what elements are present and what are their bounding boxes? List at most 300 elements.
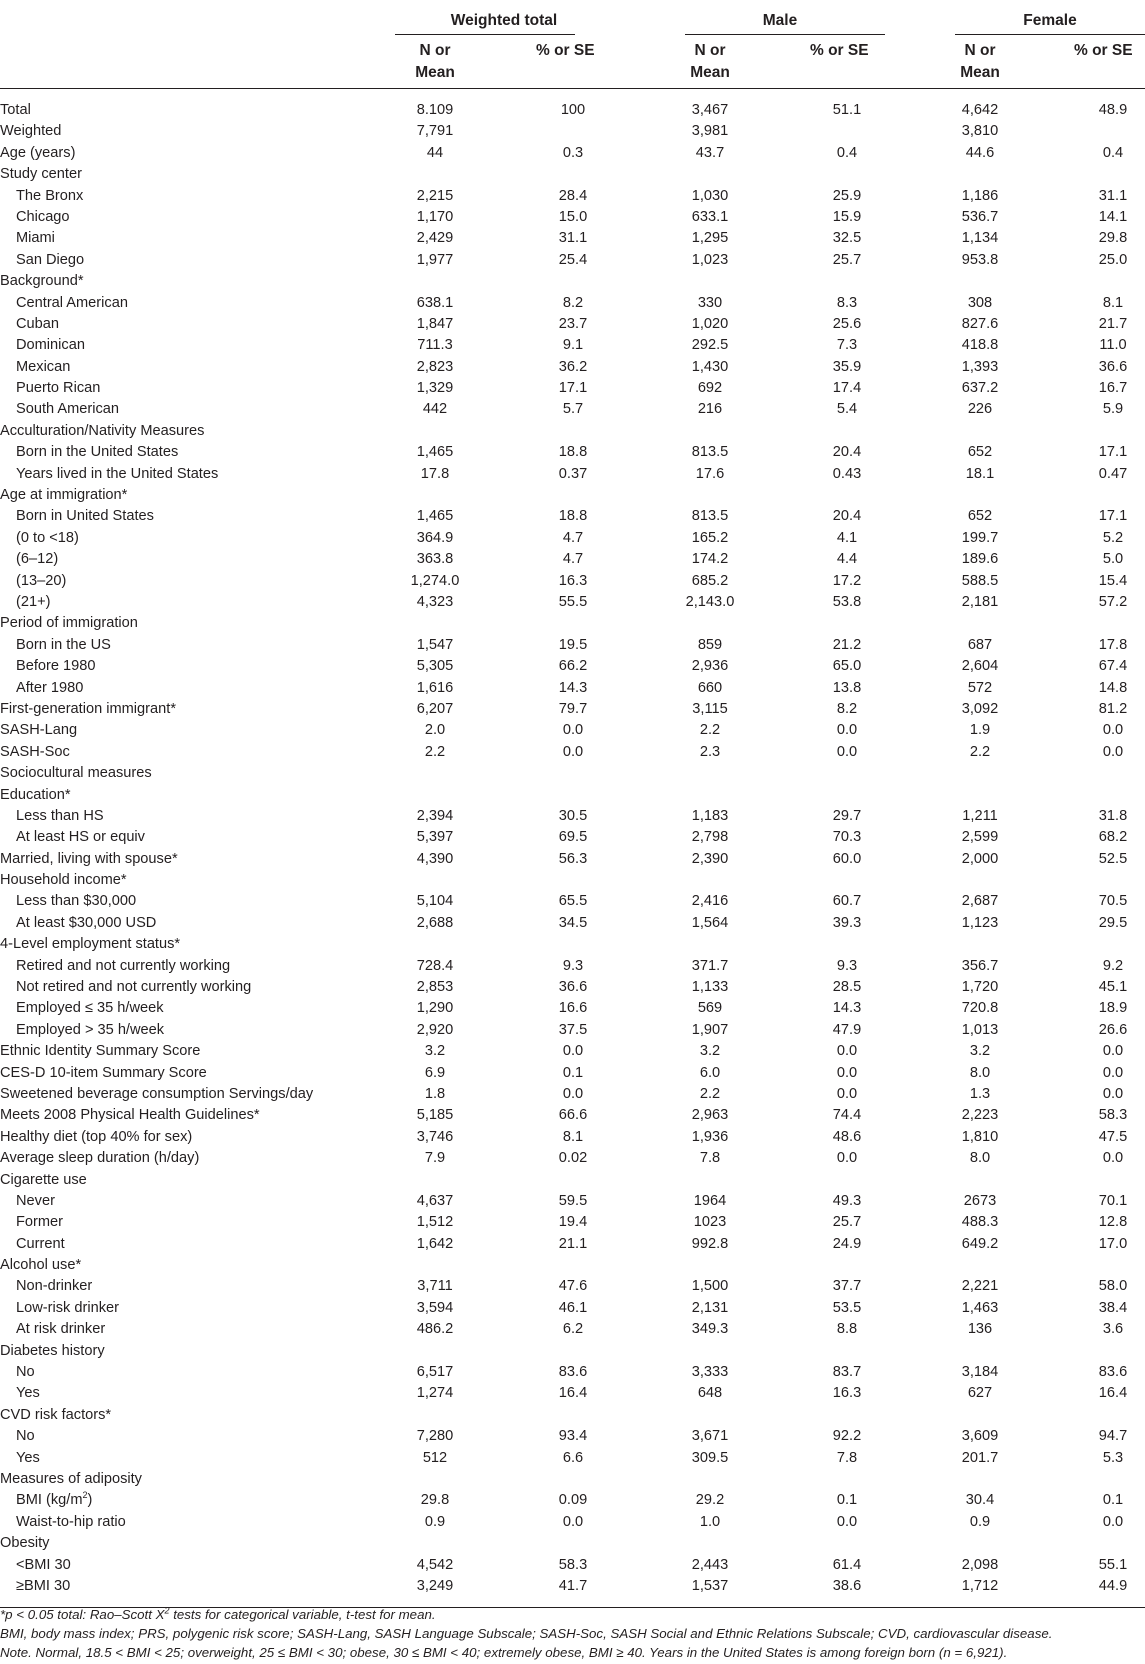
- row-label: [16, 1512, 126, 1533]
- footnote-significance: [0, 1606, 436, 1623]
- row-label: [16, 913, 156, 934]
- cell-n-female: 226: [967, 401, 993, 418]
- cell-n-female: 189.6: [961, 551, 999, 568]
- row-label-text: Average sleep duration (h/day): [0, 1150, 200, 1167]
- cell-n-total: 2,394: [416, 807, 454, 824]
- cell-pct-male: 0.0: [836, 1064, 858, 1081]
- row-label-text: Sociocultural measures: [0, 765, 152, 782]
- cell-pct-female: 0.0: [1102, 1064, 1124, 1081]
- cell-pct-total: 100: [560, 102, 586, 118]
- row-label-text: No: [16, 1428, 35, 1445]
- cell-n-total: 364.9: [416, 529, 454, 546]
- cell-pct-total: 36.2: [558, 358, 588, 375]
- cell-pct-male: 0.4: [836, 144, 858, 161]
- cell-n-total: 6,517: [416, 1364, 454, 1381]
- cell-pct-total: 0.1: [562, 1064, 584, 1081]
- cell-pct-female: 9.2: [1102, 957, 1124, 974]
- table-row: [0, 742, 1145, 763]
- row-label-text: Years lived in the United States: [16, 465, 219, 482]
- cell-pct-female: 38.4: [1098, 1299, 1128, 1316]
- row-label: [0, 1041, 200, 1062]
- cell-n-total: 1,847: [416, 315, 454, 332]
- cell-n-total: 6,207: [416, 700, 454, 717]
- row-label-text: ≥BMI 30: [16, 1577, 71, 1594]
- cell-pct-female: 18.9: [1098, 1000, 1128, 1017]
- row-label: [0, 1105, 260, 1126]
- row-label: [16, 506, 154, 527]
- row-label: [16, 1426, 35, 1447]
- cell-pct-female: 14.8: [1098, 679, 1128, 696]
- row-label-text: BMI (kg/m: [16, 1492, 83, 1509]
- row-label-text: Age (years): [0, 144, 76, 161]
- table-row: [0, 1512, 1145, 1533]
- row-label-text: After 1980: [16, 679, 84, 696]
- table-row: [0, 378, 1145, 399]
- cell-n-male: 2,143.0: [685, 593, 735, 610]
- cell-n-total: 486.2: [416, 1321, 454, 1338]
- table-body: [0, 100, 1145, 1597]
- cell-pct-total: 18.8: [558, 444, 588, 461]
- cell-n-total: 1,547: [416, 636, 454, 653]
- cell-n-total: 512: [422, 1449, 448, 1466]
- row-label: [0, 485, 127, 506]
- cell-n-female: 3,609: [961, 1428, 999, 1445]
- cell-n-male: 3,467: [691, 102, 729, 118]
- row-label: [16, 207, 70, 228]
- cell-n-female: 588.5: [961, 572, 999, 589]
- cell-n-total: 4,390: [416, 850, 454, 867]
- cell-pct-female: 47.5: [1098, 1128, 1128, 1145]
- row-label-text: Before 1980: [16, 658, 96, 675]
- cell-pct-female: 8.1: [1102, 294, 1124, 311]
- cell-n-female: 2,221: [961, 1278, 999, 1295]
- row-label-text: Weighted: [0, 123, 62, 140]
- row-label: [16, 956, 230, 977]
- col-header-line1: N or: [419, 42, 451, 59]
- row-label-text: <BMI 30: [16, 1556, 71, 1573]
- cell-n-total: 728.4: [416, 957, 454, 974]
- cell-n-total: 2,429: [416, 230, 454, 247]
- table-row: [0, 186, 1145, 207]
- cell-pct-male: 0.0: [836, 1085, 858, 1102]
- cell-n-male: 685.2: [691, 572, 729, 589]
- cell-n-total: 5,397: [416, 829, 454, 846]
- row-label-text: Alcohol use*: [0, 1257, 82, 1274]
- row-label-text: Cuban: [16, 315, 60, 332]
- cell-pct-total: 56.3: [558, 850, 588, 867]
- row-label: [0, 613, 138, 634]
- table-row: [0, 121, 1145, 142]
- cell-pct-total: 28.4: [558, 187, 588, 204]
- cell-pct-female: 0.0: [1102, 722, 1124, 739]
- row-label-text: Never: [16, 1192, 55, 1209]
- cell-pct-total: 25.4: [558, 251, 588, 268]
- cell-n-male: 3.2: [699, 1043, 721, 1060]
- cell-n-total: 2,853: [416, 979, 454, 996]
- row-label-text: Sweetened beverage consumption Servings/day: [0, 1085, 314, 1102]
- row-label-text: Yes: [16, 1449, 40, 1466]
- cell-n-female: 30.4: [965, 1492, 995, 1509]
- cell-n-male: 2,390: [691, 850, 729, 867]
- cell-pct-female: 83.6: [1098, 1364, 1128, 1381]
- cell-n-female: 3,810: [961, 123, 999, 140]
- cell-pct-total: 0.0: [562, 722, 584, 739]
- cell-pct-male: 4.1: [836, 529, 858, 546]
- table-row: [0, 1041, 1145, 1062]
- cell-pct-female: 0.0: [1102, 743, 1124, 760]
- row-label-text: Cigarette use: [0, 1171, 87, 1188]
- cell-pct-male: 0.0: [836, 1043, 858, 1060]
- table-row: [0, 571, 1145, 592]
- cell-n-male: 330: [697, 294, 723, 311]
- cell-n-female: 1,013: [961, 1021, 999, 1038]
- cell-pct-total: 16.4: [558, 1385, 588, 1402]
- table-row: [0, 100, 1145, 121]
- cell-pct-male: 17.2: [832, 572, 862, 589]
- row-label-text: Retired and not currently working: [16, 957, 231, 974]
- cell-n-male: 1,430: [691, 358, 729, 375]
- cell-n-total: 1,977: [416, 251, 454, 268]
- table-row: [0, 143, 1145, 164]
- cell-pct-total: 37.5: [558, 1021, 588, 1038]
- cell-n-male: 648: [697, 1385, 723, 1402]
- cell-pct-female: 17.8: [1098, 636, 1128, 653]
- cell-pct-male: 17.4: [832, 380, 862, 397]
- cell-pct-female: 0.0: [1102, 1043, 1124, 1060]
- table-row: [0, 870, 1145, 891]
- cell-pct-male: 51.1: [832, 102, 862, 118]
- row-label-text: Age at immigration*: [0, 487, 128, 504]
- cell-n-female: 572: [967, 679, 993, 696]
- cell-n-male: 29.2: [695, 1492, 725, 1509]
- cell-pct-male: 13.8: [832, 679, 862, 696]
- cell-pct-male: 4.4: [836, 551, 858, 568]
- row-label-text: Total: [0, 102, 31, 118]
- cell-n-total: 1,465: [416, 508, 454, 525]
- cell-pct-female: 57.2: [1098, 593, 1128, 610]
- col-header-pct-se-male: % or SE: [810, 42, 869, 59]
- col-header-n-mean-male: [660, 40, 760, 84]
- cell-n-female: 2673: [963, 1192, 997, 1209]
- cell-pct-male: 37.7: [832, 1278, 862, 1295]
- table-row: [0, 228, 1145, 249]
- cell-n-female: 418.8: [961, 337, 999, 354]
- row-label: [16, 806, 104, 827]
- row-label: [0, 1170, 87, 1191]
- cell-n-female: 201.7: [961, 1449, 999, 1466]
- cell-pct-male: 25.9: [832, 187, 862, 204]
- row-label: [16, 1576, 70, 1597]
- row-label-text: CVD risk factors*: [0, 1406, 112, 1423]
- table-row: [0, 977, 1145, 998]
- row-label: [16, 1276, 92, 1297]
- row-label-text: (0 to <18): [16, 529, 79, 546]
- cell-pct-female: 11.0: [1099, 337, 1127, 354]
- row-label-text: Central American: [16, 294, 128, 311]
- cell-n-total: 0.9: [424, 1513, 446, 1530]
- cell-n-male: 1,295: [691, 230, 729, 247]
- cell-n-male: 1,500: [691, 1278, 729, 1295]
- table-row: [0, 485, 1145, 506]
- row-label-text: At risk drinker: [16, 1321, 106, 1338]
- cell-n-male: 43.7: [695, 144, 725, 161]
- cell-pct-male: 9.3: [836, 957, 858, 974]
- cell-pct-male: 29.7: [832, 807, 862, 824]
- cell-pct-total: 17.1: [558, 380, 588, 397]
- cell-n-female: 308: [967, 294, 993, 311]
- row-label: [0, 785, 71, 806]
- cell-n-female: 649.2: [961, 1235, 999, 1252]
- cell-n-total: 44: [426, 144, 444, 161]
- row-label-text: Less than $30,000: [16, 893, 137, 910]
- cell-n-female: 2,000: [961, 850, 999, 867]
- footnote-significance-a: *p < 0.05 total: Rao–Scott X: [0, 1607, 165, 1622]
- row-label-text: Background*: [0, 273, 84, 290]
- row-label: [16, 1448, 40, 1469]
- cell-n-total: 1,274: [416, 1385, 454, 1402]
- col-header-n-mean-female: [930, 40, 1030, 84]
- cell-n-male: 3,115: [692, 700, 728, 717]
- row-label: [0, 699, 176, 720]
- cell-pct-female: 3.6: [1102, 1321, 1124, 1338]
- cell-pct-total: 14.3: [558, 679, 588, 696]
- row-label-text: Employed ≤ 35 h/week: [16, 1000, 164, 1017]
- row-label-text: Healthy diet (top 40% for sex): [0, 1128, 193, 1145]
- row-label: [0, 1469, 142, 1490]
- cell-pct-total: 69.5: [558, 829, 588, 846]
- cell-pct-total: 66.2: [558, 658, 588, 675]
- cell-pct-male: 8.2: [836, 700, 858, 717]
- cell-pct-female: 0.0: [1102, 1150, 1124, 1167]
- cell-pct-female: 81.2: [1098, 700, 1128, 717]
- row-label: [16, 314, 59, 335]
- cell-n-total: 2,920: [416, 1021, 454, 1038]
- cell-pct-female: 31.1: [1098, 187, 1128, 204]
- cell-n-male: 165.2: [691, 529, 729, 546]
- cell-n-female: 637.2: [961, 380, 999, 397]
- table-row: [0, 1448, 1145, 1469]
- cell-pct-female: 0.47: [1098, 465, 1128, 482]
- row-label-text: Education*: [0, 786, 71, 803]
- row-label-text: First-generation immigrant*: [0, 700, 176, 717]
- col-header-line2: Mean: [960, 64, 1000, 81]
- table-row: [0, 528, 1145, 549]
- table-row: [0, 699, 1145, 720]
- row-label-after: ): [87, 1492, 93, 1509]
- cell-pct-total: 0.0: [562, 1043, 584, 1060]
- cell-n-total: 4,637: [416, 1192, 454, 1209]
- cell-n-total: 3.2: [424, 1043, 446, 1060]
- cell-pct-total: 55.5: [558, 593, 588, 610]
- table-row: [0, 1341, 1145, 1362]
- row-label-text: Meets 2008 Physical Health Guidelines*: [0, 1107, 260, 1124]
- cell-pct-male: 53.8: [832, 593, 862, 610]
- row-label-text: Not retired and not currently working: [16, 979, 252, 996]
- table-row: [0, 1533, 1145, 1554]
- cell-pct-total: 15.0: [558, 208, 588, 225]
- cell-n-total: 442: [422, 401, 448, 418]
- cell-n-total: 3,594: [416, 1299, 454, 1316]
- cell-pct-male: 14.3: [832, 1000, 862, 1017]
- table-row: [0, 720, 1145, 741]
- row-label-text: Employed > 35 h/week: [16, 1021, 165, 1038]
- row-label-text: Married, living with spouse*: [0, 850, 178, 867]
- cell-pct-female: 29.5: [1098, 914, 1128, 931]
- table-row: [0, 849, 1145, 870]
- table-row: [0, 1490, 1145, 1511]
- table-row: [0, 1063, 1145, 1084]
- cell-pct-male: 0.1: [836, 1492, 858, 1509]
- col-header-line1: N or: [964, 42, 996, 59]
- cell-pct-total: 65.5: [558, 893, 588, 910]
- table-row: [0, 785, 1145, 806]
- row-label: [0, 271, 84, 292]
- row-label: [0, 121, 61, 142]
- table-row: [0, 1405, 1145, 1426]
- cell-n-female: 199.7: [961, 529, 999, 546]
- cell-n-total: 2,688: [416, 914, 454, 931]
- table-row: [0, 1105, 1145, 1126]
- row-label-text: At least HS or equiv: [16, 829, 145, 846]
- table-row: [0, 506, 1145, 527]
- cell-n-male: 1,020: [691, 315, 729, 332]
- row-label-text: 4-Level employment status*: [0, 936, 181, 953]
- table-row: [0, 1191, 1145, 1212]
- cell-pct-male: 83.7: [832, 1364, 862, 1381]
- cell-pct-female: 36.6: [1098, 358, 1128, 375]
- cell-n-female: 1,186: [961, 187, 999, 204]
- table-row: [0, 293, 1145, 314]
- cell-n-total: 1,616: [416, 679, 454, 696]
- cell-pct-male: 60.0: [832, 850, 862, 867]
- row-label: [16, 464, 218, 485]
- cell-pct-male: 7.8: [836, 1449, 858, 1466]
- cell-n-female: 1,211: [962, 807, 998, 824]
- row-label: [0, 849, 178, 870]
- cell-pct-total: 0.0: [562, 1513, 584, 1530]
- table-row: [0, 1084, 1145, 1105]
- cell-pct-female: 21.7: [1098, 315, 1128, 332]
- cell-n-female: 2,604: [961, 658, 999, 675]
- cell-n-female: 687: [967, 636, 993, 653]
- row-label: [0, 1084, 313, 1105]
- row-label: [16, 1020, 164, 1041]
- row-label-text: Miami: [16, 230, 55, 247]
- col-header-pct-se-female: % or SE: [1074, 42, 1133, 59]
- footnote-significance-sup: 2: [164, 1605, 170, 1616]
- table-row: [0, 1383, 1145, 1404]
- cell-pct-female: 16.4: [1098, 1385, 1128, 1402]
- row-label: [16, 1555, 71, 1576]
- cell-n-male: 349.3: [691, 1321, 729, 1338]
- cell-n-female: 8.0: [969, 1064, 991, 1081]
- cell-pct-male: 35.9: [832, 358, 862, 375]
- cell-pct-male: 25.7: [832, 1214, 862, 1231]
- table-row: [0, 1362, 1145, 1383]
- cell-n-total: 5,104: [416, 893, 454, 910]
- cell-n-female: 652: [967, 444, 993, 461]
- cell-pct-female: 44.9: [1098, 1577, 1128, 1594]
- cell-pct-female: 17.0: [1098, 1235, 1128, 1252]
- row-label-text: South American: [16, 401, 120, 418]
- row-label-text: Current: [16, 1235, 65, 1252]
- row-label: [16, 1362, 35, 1383]
- row-label: [16, 571, 66, 592]
- cell-pct-female: 0.1: [1102, 1492, 1124, 1509]
- cell-pct-total: 19.4: [558, 1214, 588, 1231]
- table-row: [0, 1276, 1145, 1297]
- cell-n-total: 638.1: [416, 294, 454, 311]
- cell-pct-female: 5.0: [1102, 551, 1124, 568]
- cell-n-total: 2.2: [424, 743, 446, 760]
- cell-pct-male: 5.4: [836, 401, 858, 418]
- cell-pct-total: 4.7: [562, 529, 584, 546]
- cell-n-male: 3,671: [691, 1428, 729, 1445]
- cell-pct-female: 58.0: [1098, 1278, 1128, 1295]
- row-label: [16, 1234, 65, 1255]
- row-label: [16, 678, 83, 699]
- table-row: [0, 549, 1145, 570]
- cell-n-male: 1,023: [691, 251, 729, 268]
- cell-n-female: 4,642: [961, 102, 999, 118]
- cell-n-total: 1,642: [416, 1235, 454, 1252]
- row-label: [16, 592, 50, 613]
- cell-pct-male: 7.3: [836, 337, 858, 354]
- cell-pct-male: 8.3: [836, 294, 858, 311]
- cell-n-female: 1,712: [961, 1577, 999, 1594]
- table-row: [0, 1426, 1145, 1447]
- cell-n-male: 813.5: [691, 508, 729, 525]
- cell-pct-female: 0.0: [1102, 1085, 1124, 1102]
- cell-n-male: 569: [697, 1000, 723, 1017]
- row-label: [16, 228, 55, 249]
- table-row: [0, 1555, 1145, 1576]
- cell-n-total: 5,185: [416, 1107, 454, 1124]
- cell-pct-total: 9.1: [562, 337, 584, 354]
- cell-pct-male: 32.5: [832, 230, 862, 247]
- row-label: [16, 378, 100, 399]
- table-row: [0, 592, 1145, 613]
- cell-n-male: 309.5: [691, 1449, 729, 1466]
- table-row: [0, 763, 1145, 784]
- cell-pct-female: 5.9: [1102, 401, 1124, 418]
- row-label: [0, 421, 204, 442]
- cell-n-total: 3,746: [416, 1128, 454, 1145]
- cell-pct-male: 60.7: [832, 893, 862, 910]
- cell-pct-total: 66.6: [558, 1107, 588, 1124]
- row-label: [16, 528, 79, 549]
- row-label: [0, 934, 180, 955]
- row-label-text: (13–20): [16, 572, 67, 589]
- cell-pct-total: 0.37: [558, 465, 588, 482]
- row-label: [0, 100, 31, 121]
- cell-pct-female: 5.3: [1102, 1449, 1124, 1466]
- cell-pct-total: 8.1: [562, 1128, 584, 1145]
- cell-pct-total: 16.3: [558, 572, 588, 589]
- cell-n-male: 633.1: [691, 208, 729, 225]
- cell-pct-male: 61.4: [832, 1556, 862, 1573]
- cell-n-total: 1,465: [416, 444, 454, 461]
- cell-pct-male: 74.4: [832, 1107, 862, 1124]
- cell-pct-total: 79.7: [558, 700, 588, 717]
- cell-n-female: 488.3: [961, 1214, 999, 1231]
- row-label-text: (6–12): [16, 551, 59, 568]
- cell-n-total: 7,280: [416, 1428, 454, 1445]
- cell-n-female: 1.9: [969, 722, 991, 739]
- cell-pct-male: 47.9: [832, 1021, 862, 1038]
- row-label: [0, 1148, 199, 1169]
- row-label-text: (21+): [16, 593, 51, 610]
